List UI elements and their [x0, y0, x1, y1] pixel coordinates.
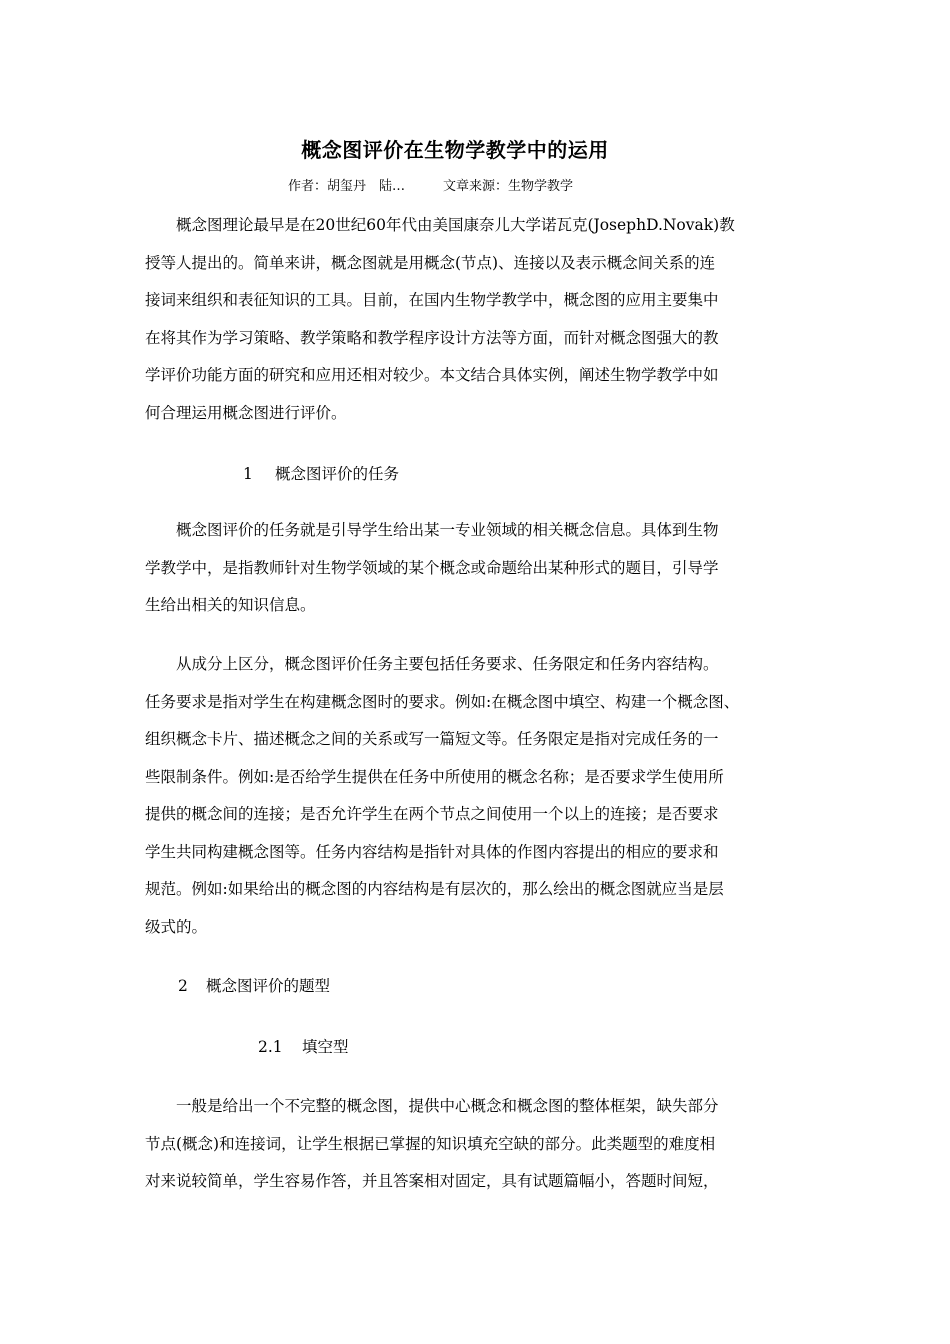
section-heading-2 [178, 974, 330, 998]
paragraph-line: 学生共同构建概念图等。任务内容结构是指针对具体的作图内容提出的相应的要求和 [145, 842, 719, 861]
section-heading-2-1 [258, 1035, 349, 1059]
section-number: 2 [178, 977, 188, 995]
section-number: 1 [243, 465, 253, 483]
paragraph-line: 任务要求是指对学生在构建概念图时的要求。例如:在概念图中填空、构建一个概念图、 [145, 692, 740, 711]
paragraph-line: 在将其作为学习策略、教学策略和教学程序设计方法等方面，而针对概念图强大的教 [145, 328, 719, 347]
paragraph-line: 提供的概念间的连接；是否允许学生在两个节点之间使用一个以上的连接；是否要求 [145, 805, 719, 823]
paragraph-line: 接词来组织和表征知识的工具。目前，在国内生物学教学中，概念图的应用主要集中 [145, 291, 719, 309]
paragraph-line: 节点(概念)和连接词，让学生根据已掌握的知识填充空缺的部分。此类题型的难度相 [145, 1134, 716, 1153]
paragraph-line: 一般是给出一个不完整的概念图，提供中心概念和概念图的整体框架，缺失部分 [145, 1097, 719, 1115]
paragraph-line: 生给出相关的知识信息。 [145, 596, 316, 614]
paragraph-line: 学评价功能方面的研究和应用还相对较少。本文结合具体实例，阐述生物学教学中如 [145, 366, 719, 384]
paragraph-line: 概念图评价的任务就是引导学生给出某一专业领域的相关概念信息。具体到生物 [145, 521, 719, 539]
paragraph-line: 规范。例如:如果给出的概念图的内容结构是有层次的，那么绘出的概念图就应当是层 [145, 880, 724, 898]
paragraph-line: 对来说较简单，学生容易作答，并且答案相对固定，具有试题篇幅小，答题时间短， [145, 1172, 719, 1190]
section-number: 2.1 [258, 1038, 283, 1056]
paragraph-task [145, 512, 817, 625]
section-heading-1 [243, 462, 399, 486]
paragraph-line: 概念图理论最早是在20世纪60年代由美国康奈儿大学诺瓦克(JosephD.Novak)教 [145, 216, 735, 234]
paragraph-line: 组织概念卡片、描述概念之间的关系或写一篇短文等。任务限定是指对完成任务的一 [145, 730, 719, 748]
paragraph-line: 级式的。 [145, 917, 208, 936]
section-title: 填空型 [302, 1038, 349, 1056]
section-title: 概念图评价的题型 [206, 977, 331, 995]
paragraph-components [145, 646, 817, 946]
paragraph-line: 从成分上区分，概念图评价任务主要包括任务要求、任务限定和任务内容结构。 [145, 655, 719, 673]
article-title: 概念图评价在生物学教学中的运用 [301, 138, 609, 162]
paragraph-line: 些限制条件。例如:是否给学生提供在任务中所使用的概念名称；是否要求学生使用所 [145, 767, 724, 786]
source-line: 文章来源：生物学教学 [443, 179, 574, 194]
section-title: 概念图评价的任务 [275, 465, 400, 483]
author-line: 作者：胡玺丹 陆… [288, 179, 406, 194]
byline [288, 177, 573, 197]
paragraph-line: 何合理运用概念图进行评价。 [145, 403, 347, 422]
paragraph-intro [145, 207, 817, 432]
paragraph-line: 学教学中，是指教师针对生物学领域的某个概念或命题给出某种形式的题目，引导学 [145, 558, 719, 577]
paragraph-fill-in [145, 1088, 817, 1201]
paragraph-line: 授等人提出的。简单来讲，概念图就是用概念(节点)、连接以及表示概念间关系的连 [145, 253, 716, 272]
